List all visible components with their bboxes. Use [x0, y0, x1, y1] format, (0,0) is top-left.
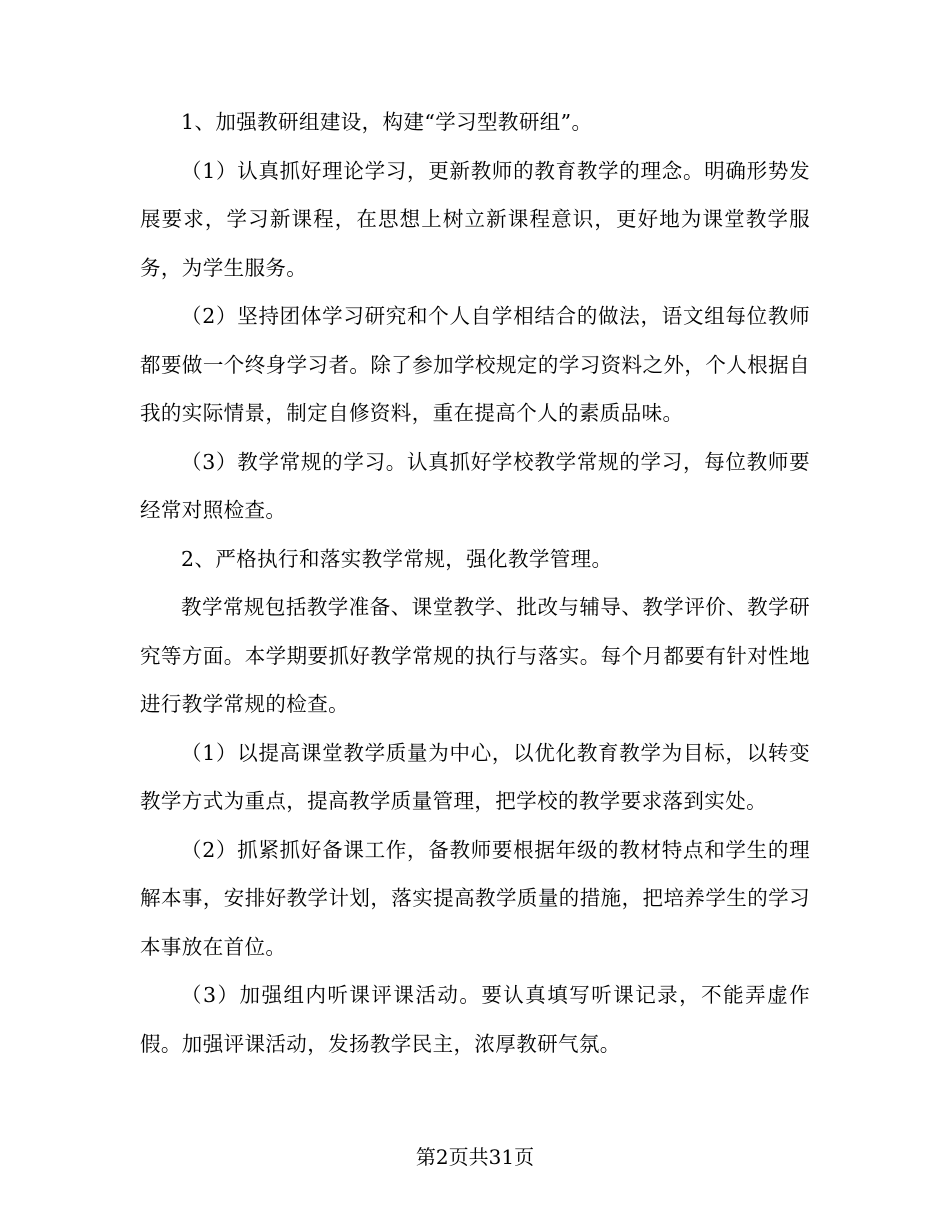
- paragraph-1: 1、加强教研组建设，构建“学习型教研组”。: [181, 110, 593, 134]
- paragraph-8: （2）抓紧抓好备课工作，备教师要根据年级的教材特点和学生的理解本事，安排好教学计划，落实提高教学质量的措施，把培养学生的学习本事放在首位。: [140, 837, 810, 959]
- paragraph-4: （3）教学常规的学习。认真抓好学校教学常规的学习，每位教师要经常对照检查。: [140, 449, 810, 522]
- paragraph-9: （3）加强组内听课评课活动。要认真填写听课记录，不能弄虚作假。加强评课活动，发扬教学民主，浓厚教研气氛。: [140, 983, 810, 1056]
- paragraph-7: （1）以提高课堂教学质量为中心，以优化教育教学为目标，以转变教学方式为重点，提高教学质量管理，把学校的教学要求落到实处。: [140, 740, 810, 813]
- page-number: 第2页共31页: [415, 1145, 535, 1169]
- document-body: [140, 98, 810, 1068]
- paragraph-5: 2、严格执行和落实教学常规，强化教学管理。: [181, 546, 613, 571]
- paragraph-6: 教学常规包括教学准备、课堂教学、批改与辅导、教学评价、教学研究等方面。本学期要抓好教学常规的执行与落实。每个月都要有针对性地进行教学常规的检查。: [140, 595, 810, 716]
- paragraph-2: （1）认真抓好理论学习，更新教师的教育教学的理念。明确形势发展要求，学习新课程，在思想上树立新课程意识，更好地为课堂教学服务，为学生服务。: [140, 158, 810, 280]
- paragraph-3: （2）坚持团体学习研究和个人自学相结合的做法，语文组每位教师都要做一个终身学习者。除了参加学校规定的学习资料之外，个人根据自我的实际情景，制定自修资料，重在提高个人的素质品味。: [140, 304, 810, 425]
